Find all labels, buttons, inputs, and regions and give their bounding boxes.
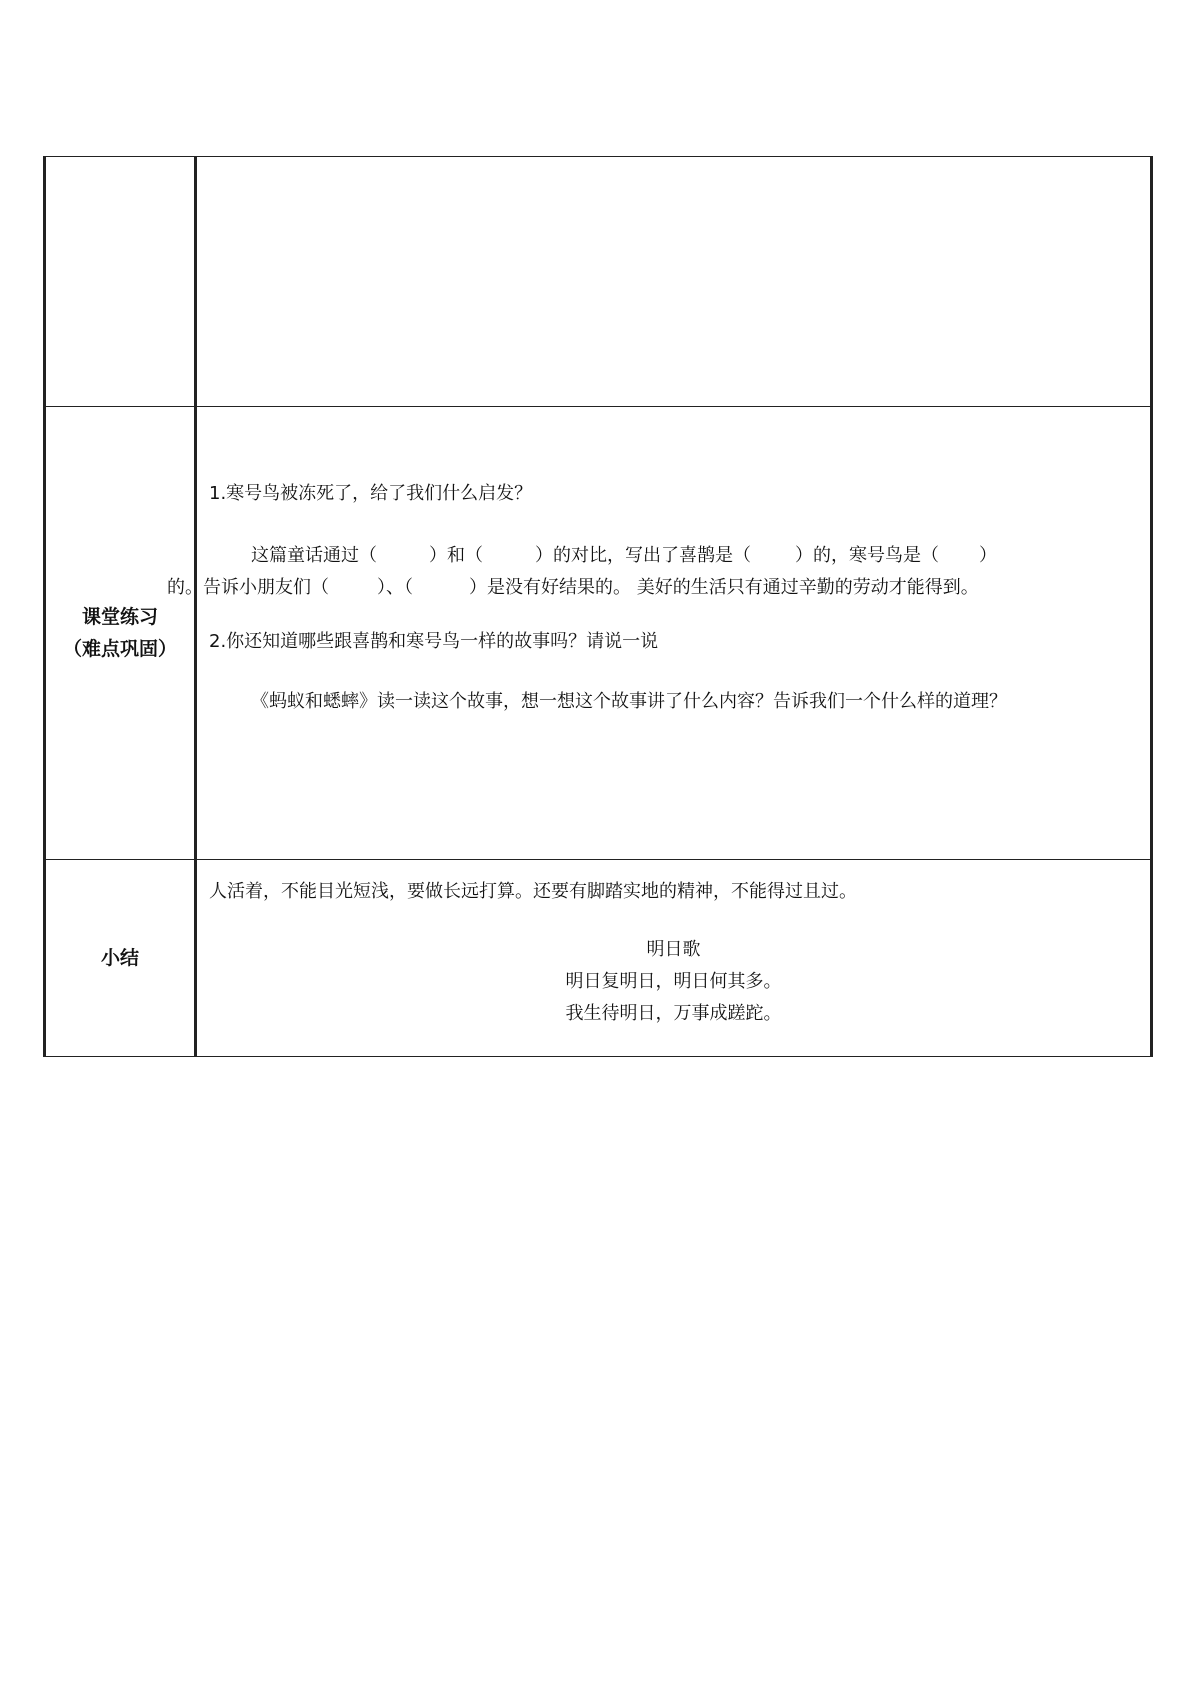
question-1: 1.寒号鸟被冻死了，给了我们什么启发？ — [209, 483, 533, 504]
poem-title: 明日歌 — [646, 939, 701, 960]
fill-seg-1: 这篇童话通过（ — [251, 545, 377, 566]
summary-content — [209, 876, 1138, 1030]
lesson-table — [43, 156, 1153, 1057]
fill-in-paragraph — [167, 540, 1138, 604]
fill-seg-6: 的。告诉小朋友们（ — [167, 577, 329, 598]
summary-label: 小结 — [100, 947, 139, 969]
practice-content-cell — [167, 407, 1152, 860]
practice-label-line1: 课堂练习 — [81, 606, 158, 628]
poem-line-2: 我生待明日，万事成蹉跎。 — [565, 1003, 782, 1024]
summary-content-cell — [196, 860, 1152, 1057]
question-2: 2.你还知道哪些跟喜鹊和寒号鸟一样的故事吗？请说一说 — [209, 631, 659, 652]
table-row-summary — [45, 860, 1152, 1057]
practice-content — [167, 476, 1138, 790]
fill-seg-8: ）是没有好结果的。 美好的生活只有通过辛勤的劳动才能得到。 — [469, 577, 979, 598]
table-row-blank — [45, 157, 1152, 407]
table-row-practice — [45, 407, 1152, 860]
poem-line-1: 明日复明日，明日何其多。 — [565, 971, 782, 992]
practice-label-line2: （难点巩固） — [62, 638, 177, 660]
story-prompt: 《蚂蚁和蟋蟀》读一读这个故事，想一想这个故事讲了什么内容？告诉我们一个什么样的道理？ — [251, 691, 1007, 712]
practice-label-cell — [45, 407, 196, 860]
summary-label-cell — [45, 860, 196, 1057]
fill-seg-2: ）和（ — [429, 545, 483, 566]
fill-seg-3: ）的对比，写出了喜鹊是（ — [535, 545, 751, 566]
fill-seg-7: ）、（ — [377, 577, 413, 598]
blank-content-cell — [196, 157, 1152, 407]
fill-seg-5: ） — [979, 545, 997, 566]
fill-seg-4: ）的，寒号鸟是（ — [795, 545, 939, 566]
summary-text: 人活着，不能目光短浅，要做长远打算。还要有脚踏实地的精神，不能得过且过。 — [209, 881, 857, 902]
blank-label-cell — [45, 157, 196, 407]
